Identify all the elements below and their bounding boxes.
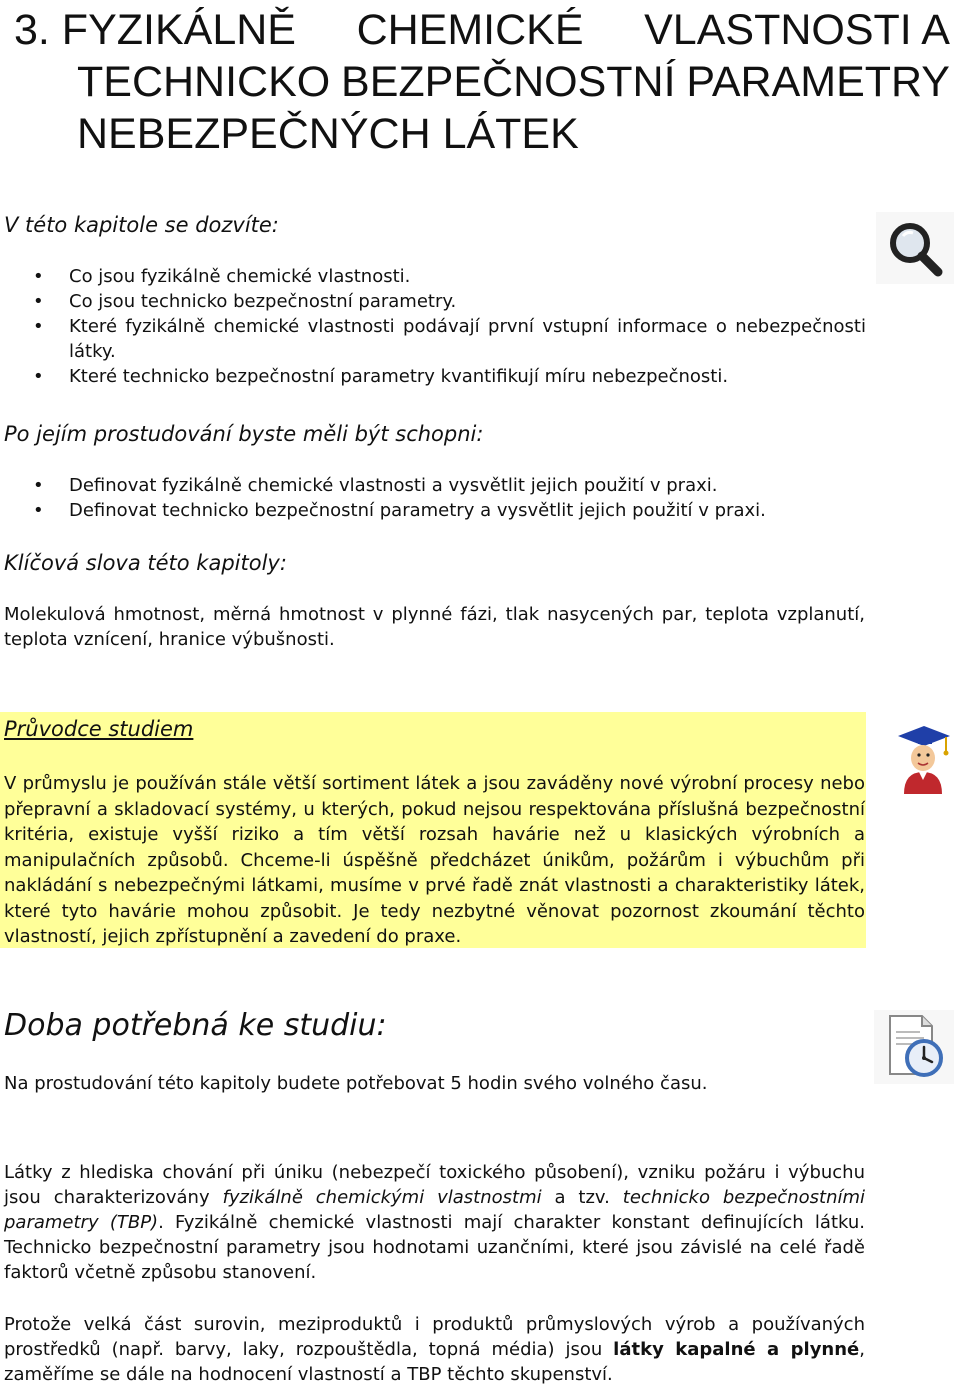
study-guide-text: V průmyslu je používán stále větší sortiment látek a jsou zaváděny nové výrobní procesy nebo přepravní a skladovací systémy, u kterých, pokud nejsou respektována příslušná bezpečnostní kritéria, existuje vyšší riziko a tím větší rozsah havárie než u klasických výrobních a manipulačních způsobů. Chceme-li úspěšně předcházet únikům, požárům i výbuchům při nakládání s nebezpečnými látkami, musíme v prvé řadě znát vlastnosti a charakteristiky látek, které tyto havárie mohou způsobit. Je tedy nezbytné věnovat pozornost zkoumání těchto vlastností, jejich zpřístupnění a zavedení do praxe. [4, 773, 865, 947]
study-time-heading: Doba potřebná ke studiu: [4, 1008, 387, 1043]
text-run-italic: fyzikálně chemickými vlastnostmi [222, 1187, 542, 1208]
keywords-heading: Klíčová slova této kapitoly: [4, 551, 287, 575]
magnifier-icon [876, 212, 954, 284]
list-item: • Které technicko bezpečnostní parametry kvantifikují míru nebezpečnosti. [0, 364, 866, 389]
body-paragraph-1 [4, 1160, 865, 1285]
skills-list [0, 473, 866, 523]
text-run: , zaměříme se dále na hodnocení vlastností a TBP těchto skupenství. [4, 1339, 865, 1385]
body-paragraph-2 [4, 1312, 865, 1387]
text-run-italic: technicko bezpečnostními parametry (TBP) [4, 1187, 866, 1233]
list-item: • Které fyzikálně chemické vlastnosti podávají první vstupní informace o nebezpečnosti látky. [0, 314, 866, 364]
text-run: Látky z hlediska chování při úniku (nebezpečí toxického působení), vzniku požáru i výbuchu jsou charakterizovány [4, 1162, 865, 1208]
study-guide-heading: Průvodce studiem [4, 717, 194, 741]
study-time-text: Na prostudování této kapitoly budete potřebovat 5 hodin svého volného času. [4, 1073, 708, 1094]
document-clock-icon [874, 1010, 954, 1084]
chapter-title [14, 4, 950, 160]
title-word: PARAMETRY [686, 58, 950, 106]
graduate-student-icon [890, 722, 954, 796]
keywords-text: Molekulová hmotnost, měrná hmotnost v plynné fázi, tlak nasycených par, teplota vzplanutí, teplota vznícení, hranice výbušnosti. [4, 604, 865, 650]
list-item: • Co jsou technicko bezpečnostní parametry. [0, 289, 866, 314]
learn-list [0, 264, 866, 389]
chapter-title-line-1 [14, 4, 950, 56]
title-word: CHEMICKÉ [356, 6, 584, 54]
learn-heading: V této kapitole se dozvíte: [4, 213, 279, 237]
list-item: • Definovat technicko bezpečnostní parametry a vysvětlit jejich použití v praxi. [0, 498, 866, 523]
title-word: BEZPEČNOSTNÍ [341, 58, 676, 106]
title-word: 3. FYZIKÁLNĚ [14, 6, 296, 54]
text-run: . Fyzikálně chemické vlastnosti mají charakter konstant definujících látku. Technicko bezpečnostní parametry jsou hodnotami uzančními, které jsou závislé na celé řadě faktorů včetně způsobu stanovení. [4, 1212, 865, 1283]
list-item: • Definovat fyzikálně chemické vlastnosti a vysvětlit jejich použití v praxi. [0, 473, 866, 498]
chapter-title-line-2 [14, 56, 950, 108]
skills-heading: Po jejím prostudování byste měli být schopni: [4, 422, 484, 446]
title-word: TECHNICKO [77, 58, 331, 106]
list-item: • Co jsou fyzikálně chemické vlastnosti. [0, 264, 866, 289]
text-run: a tzv. [541, 1187, 623, 1208]
chapter-title-line-3: NEBEZPEČNÝCH LÁTEK [77, 110, 579, 158]
title-word: VLASTNOSTI A [644, 6, 950, 54]
text-run: Protože velká část surovin, meziproduktů i produktů průmyslových výrob a používaných prostředků (např. barvy, laky, rozpouštědla, topná média) jsou [4, 1314, 865, 1360]
text-run-bold: látky kapalné a plynné [613, 1339, 860, 1360]
